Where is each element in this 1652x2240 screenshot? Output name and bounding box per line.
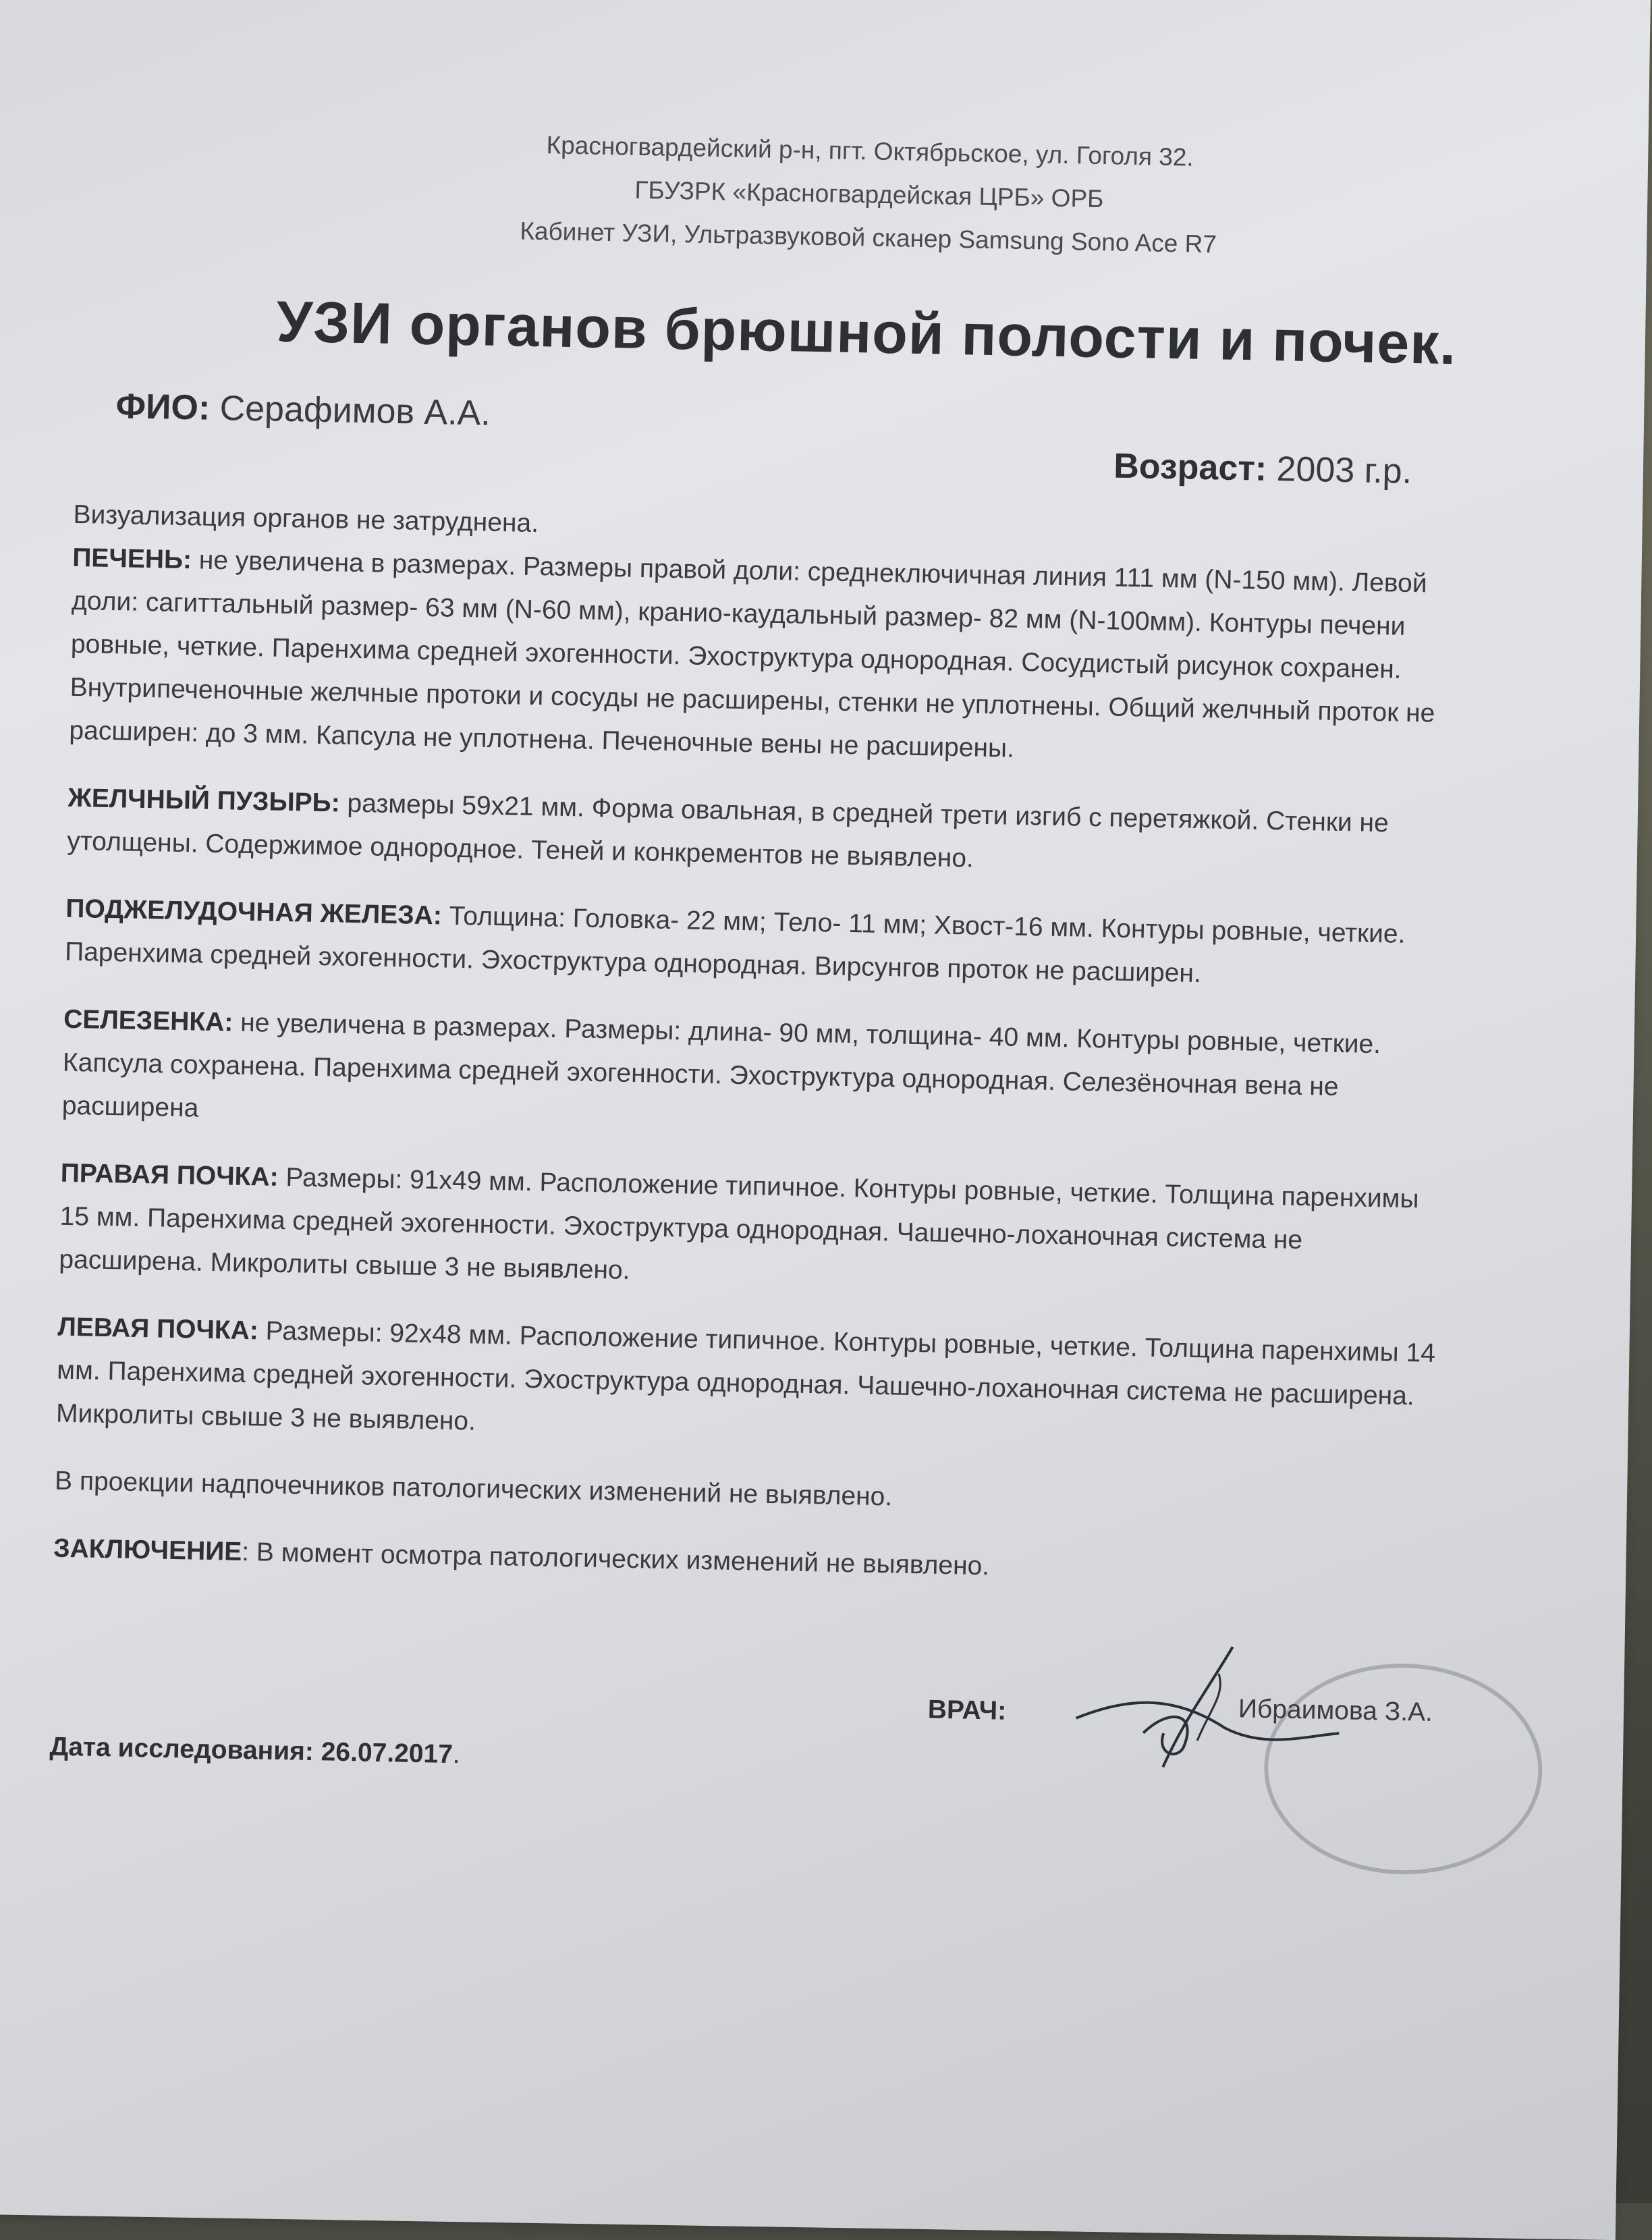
patient-name [115,386,491,434]
section-text: размеры 59х21 мм. Форма овальная, в средней трети изгиб с перетяжкой. Стенки не утолщены. Содержимое однородное. Теней и конкрементов не выявлено. [66,788,1389,873]
intro-line: Визуализация органов не затруднена. [73,499,539,539]
header-cabinet: Кабинет УЗИ, Ультразвуковой сканер Samsung Sono Ace R7 [520,217,1217,258]
section-text: Размеры: 92х48 мм. Расположение типичное. Контуры ровные, четкие. Толщина паренхимы 14 мм. Паренхима средней эхогенности. Эхоструктура однородная. Чашечно-лоханочная система не расширена. Микролиты свыше 3 не выявлено. [55,1316,1436,1436]
section-label: ПОДЖЕЛУДОЧНАЯ ЖЕЛЕЗА: [65,894,443,931]
document-content [49,115,1565,1815]
patient-age-value: 2003 г.р. [1276,449,1412,491]
patient-row [74,379,1560,501]
section-label: ПРАВАЯ ПОЧКА: [60,1158,279,1192]
section-pancreas [65,887,1456,1001]
section-text: не увеличена в размерах. Размеры правой доли: среднеключичная линия 111 мм (N-150 мм). Левой доли: сагиттальный размер- 63 мм (N-60 мм), кранио-каудальный размер- 82 мм (N-100мм). Контуры печени ровные, четкие. Паренхима средней эхогенности. Эхоструктура однородная. Сосудистый рисунок сохранен. Внутрипеченочные желчные протоки и сосуды не расширены, стенки не уплотнены. Общий желчный проток не расширен: до 3 мм. Капсула не уплотнена. Печеночные вены не расширены. [69,545,1435,763]
doctor-label-text: ВРАЧ: [927,1695,1007,1726]
section-left-kidney [55,1306,1448,1463]
conclusion [53,1527,1444,1597]
section-liver [69,537,1463,779]
section-text: Толщина: Головка- 22 мм; Тело- 11 мм; Хвост-16 мм. Контуры ровные, четкие. Паренхима средней эхогенности. Эхоструктура однородная. Вирсунгов проток не расширен. [64,901,1406,989]
study-date-suffix: . [452,1740,461,1770]
conclusion-text: : В момент осмотра патологических изменений не выявлено. [241,1537,990,1581]
section-text: Размеры: 91х49 мм. Расположение типичное. Контуры ровные, четкие. Толщина паренхимы 15 мм. Паренхима средней эхогенности. Эхоструктура однородная. Чашечно-лоханочная система не расширена. Микролиты свыше 3 не выявлено. [59,1162,1419,1285]
document-footer [49,1611,1537,1815]
section-label: ЖЕЛЧНЫЙ ПУЗЫРЬ: [67,783,341,818]
patient-name-value: Серафимов А.А. [219,389,491,433]
patient-age [1113,445,1412,491]
section-right-kidney [59,1152,1451,1309]
header-address: Красногвардейский р-н, пгт. Октябрьское, ул. Гоголя 32. [546,131,1194,171]
header-org: ГБУЗРК «Красногвардейская ЦРБ» ОРБ [634,175,1104,213]
section-spleen [61,998,1454,1155]
header-block [173,117,1565,273]
patient-age-label: Возраст: [1113,446,1267,489]
section-text: не увеличена в размерах. Размеры: длина- 90 мм, толщина- 40 мм. Контуры ровные, четкие. Капсула сохранена. Паренхима средней эхогенности. Эхоструктура однородная. Селезёночная вена не расширена [61,1008,1381,1123]
doctor-name: Ибраимова З.А. [1238,1694,1433,1727]
conclusion-label: ЗАКЛЮЧЕНИЕ [53,1533,242,1566]
study-date [49,1732,460,1770]
section-label: СЕЛЕЗЕНКА: [63,1004,233,1037]
study-date-label: Дата исследования: 26.07.2017 [49,1732,453,1770]
section-label: ПЕЧЕНЬ: [72,543,192,575]
document-title: УЗИ органов брюшной полости и почек. [275,289,1458,377]
adrenal-line: В проекции надпочечников патологических изменений не выявлено. [54,1466,893,1512]
section-label: ЛЕВАЯ ПОЧКА: [57,1312,259,1346]
patient-name-label: ФИО: [115,387,211,428]
section-gallbladder [67,777,1458,890]
doctor-label [927,1695,1006,1726]
